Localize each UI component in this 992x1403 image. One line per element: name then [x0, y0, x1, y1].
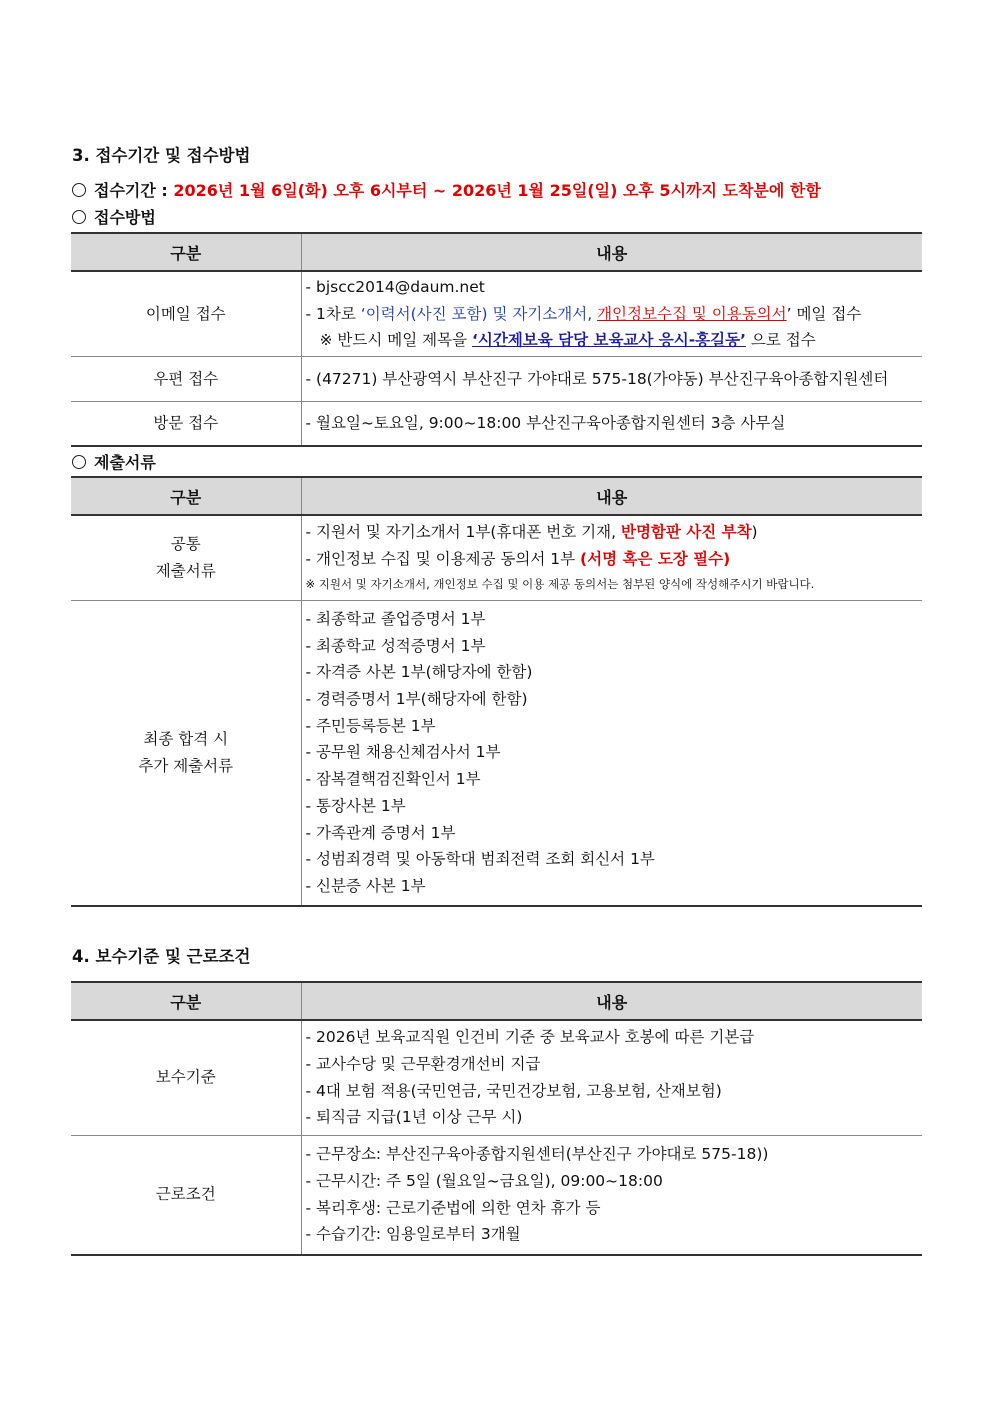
- common-docs-label: 공통 제출서류: [71, 515, 301, 600]
- circle-bullet-icon: [72, 183, 86, 197]
- pay-label: 보수기준: [71, 1020, 301, 1135]
- pay-work-table: [71, 981, 922, 1256]
- list-item: - 잠복결핵검진확인서 1부: [305, 770, 481, 789]
- list-item: - 2026년 보육교직원 인건비 기준 중 보육교사 호봉에 따른 기본급: [305, 1028, 755, 1047]
- list-item: - 근무장소: 부산진구육아종합지원센터(부산진구 가야대로 575-18)): [305, 1145, 769, 1164]
- circle-bullet-icon: [72, 210, 86, 224]
- common-docs-content: [301, 515, 922, 600]
- method-line: [72, 205, 156, 228]
- header-category: 구분: [71, 233, 301, 271]
- table-row: [71, 1135, 922, 1255]
- section-4-title: 4. 보수기준 및 근로조건: [72, 947, 251, 966]
- list-item: - 자격증 사본 1부(해당자에 한함): [305, 663, 533, 682]
- list-item: - 공무원 채용신체검사서 1부: [305, 743, 501, 762]
- list-item: - 신분증 사본 1부: [305, 876, 426, 895]
- list-item: - 교사수당 및 근무환경개선비 지급: [305, 1055, 541, 1074]
- section-3-title: 3. 접수기간 및 접수방법: [72, 146, 251, 165]
- method-label: 접수방법: [94, 208, 156, 227]
- period-value: 2026년 1월 6일(화) 오후 6시부터 ~ 2026년 1월 25일(일) 오후 5시까지 도착분에 한함: [173, 181, 821, 200]
- list-item: - 복리후생: 근로기준법에 의한 연차 휴가 등: [305, 1198, 601, 1217]
- table-row: [71, 1020, 922, 1135]
- email-line-3: ※ 반드시 메일 제목을 ‘시간제보육 담당 보육교사 응시-홍길동’ 으로 접수: [319, 331, 816, 350]
- visit-value: - 월요일~토요일, 9:00~18:00 부산진구육아종합지원센터 3층 사무실: [301, 402, 922, 446]
- table-row: [71, 357, 922, 402]
- list-item: - 근무시간: 주 5일 (월요일~금요일), 09:00~18:00: [305, 1172, 663, 1191]
- list-item: - 통장사본 1부: [305, 796, 406, 815]
- list-item: - 최종학교 성적증명서 1부: [305, 636, 486, 655]
- circle-bullet-icon: [72, 455, 86, 469]
- header-content: 내용: [301, 233, 922, 271]
- pay-content: [301, 1020, 922, 1135]
- common-line-2: - 개인정보 수집 및 이용제공 동의서 1부 (서명 혹은 도장 필수): [305, 549, 731, 568]
- list-item: - 최종학교 졸업증명서 1부: [305, 609, 486, 628]
- table-row: [71, 600, 922, 906]
- docs-label: 제출서류: [94, 453, 156, 472]
- docs-table: [71, 476, 922, 907]
- list-item: - 경력증명서 1부(해당자에 한함): [305, 689, 528, 708]
- header-content: 내용: [301, 477, 922, 515]
- list-item: - 성범죄경력 및 아동학대 범죄전력 조회 회신서 1부: [305, 850, 655, 869]
- work-label: 근로조건: [71, 1135, 301, 1255]
- email-address[interactable]: - bjscc2014@daum.net: [305, 278, 485, 296]
- final-docs-label: 최종 합격 시 추가 제출서류: [71, 600, 301, 906]
- header-category: 구분: [71, 477, 301, 515]
- common-line-1: - 지원서 및 자기소개서 1부(휴대폰 번호 기재, 반명함판 사진 부착): [305, 523, 758, 542]
- email-label: 이메일 접수: [71, 271, 301, 357]
- email-line-2: - 1차로 ‘이력서(사진 포함) 및 자기소개서, 개인정보수집 및 이용동의서’ 메일 접수: [305, 304, 862, 323]
- period-label: 접수기간 :: [94, 181, 168, 200]
- common-note: ※ 지원서 및 자기소개서, 개인정보 수집 및 이용 제공 동의서는 첨부된 양식에 작성해주시기 바랍니다.: [305, 577, 815, 592]
- method-table: [71, 232, 922, 447]
- header-content: 내용: [301, 982, 922, 1020]
- list-item: - 가족관계 증명서 1부: [305, 823, 456, 842]
- period-line: [72, 178, 821, 201]
- final-docs-content: [301, 600, 922, 906]
- table-row: [71, 271, 922, 357]
- post-value: - (47271) 부산광역시 부산진구 가야대로 575-18(가야동) 부산진구육아종합지원센터: [301, 357, 922, 402]
- list-item: - 퇴직금 지급(1년 이상 근무 시): [305, 1108, 523, 1127]
- post-label: 우편 접수: [71, 357, 301, 402]
- header-category: 구분: [71, 982, 301, 1020]
- work-content: [301, 1135, 922, 1255]
- list-item: - 4대 보험 적용(국민연금, 국민건강보험, 고용보험, 산재보험): [305, 1081, 722, 1100]
- list-item: - 수습기간: 임용일로부터 3개월: [305, 1225, 521, 1244]
- list-item: - 주민등록등본 1부: [305, 716, 436, 735]
- email-content: [301, 271, 922, 357]
- visit-label: 방문 접수: [71, 402, 301, 446]
- docs-line: [72, 450, 156, 473]
- table-row: [71, 402, 922, 446]
- table-row: [71, 515, 922, 600]
